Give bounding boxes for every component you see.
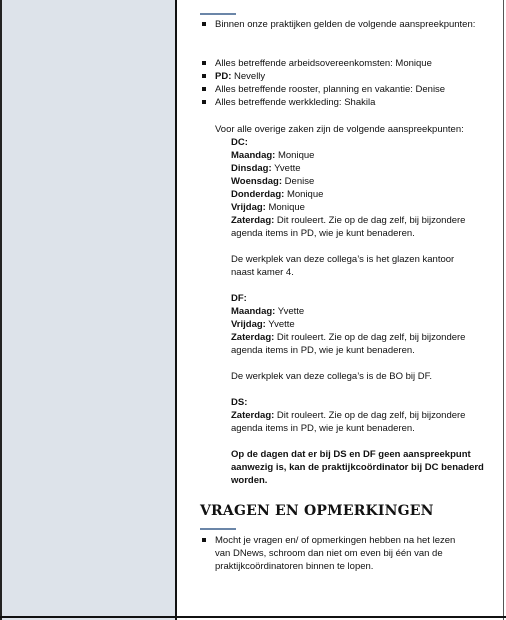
contact-list [200,57,490,109]
saturday-text: Dit rouleert. Zie op de dag zelf, bij bijzondere [274,410,466,421]
right-border [503,0,504,620]
notice-line: worden. [231,475,268,486]
dc-day-row [231,149,465,162]
bullet-icon [202,22,206,26]
dc-saturday-row [231,214,465,227]
day-label: Zaterdag: [231,410,275,421]
day-label: Dinsdag: [231,163,272,174]
day-label: Maandag: [231,306,276,317]
day-contact: Monique [275,150,315,161]
list-item [200,96,490,109]
bullet-icon [202,61,206,65]
dc-day-row [231,201,465,214]
bullet-icon [202,538,206,542]
contact-text: Alles betreffende werkkleding: Shakila [215,97,376,108]
accent-rule-section [200,528,236,530]
ds-section [231,396,465,435]
notice-line: Op de dagen dat er bij DS en DF geen aanspreekpunt [231,449,471,460]
day-label: Maandag: [231,150,276,161]
notice-line: aanwezig is, kan de praktijkcoördinator bij DC benaderd [231,462,484,473]
contact-text: Nevelly [231,71,266,82]
questions-section [200,534,495,573]
dc-saturday-row-cont: agenda items in PD, wie je kunt benaderen. [231,228,415,239]
dc-workplace-line: De werkplek van deze collega’s is het glazen kantoor [231,254,455,265]
day-label: Vrijdag: [231,319,266,330]
day-label: Zaterdag: [231,215,275,226]
day-contact: Yvette [265,319,295,330]
ds-title: DS: [231,397,248,408]
df-workplace-line: De werkplek van deze collega’s is de BO bij DF. [231,371,433,382]
list-item [200,70,490,83]
column-divider [175,0,177,620]
saturday-text: Dit rouleert. Zie op de dag zelf, bij bijzondere [274,332,466,343]
day-label: Vrijdag: [231,202,266,213]
accent-rule-top [200,13,236,15]
bottom-border [0,616,506,618]
questions-line: Mocht je vragen en/ of opmerkingen hebben na het lezen [215,535,456,546]
day-contact: Monique [265,202,305,213]
contact-text: Alles betreffende rooster, planning en vakantie: Denise [215,84,446,95]
df-title: DF: [231,293,247,304]
list-item [200,18,490,31]
day-label: Zaterdag: [231,332,275,343]
ds-saturday-row [231,409,465,422]
intro-text: Binnen onze praktijken gelden de volgende aanspreekpunten: [215,19,476,30]
df-saturday-row-cont: agenda items in PD, wie je kunt benaderen. [231,345,415,356]
intro-section [200,18,490,31]
list-item [200,57,490,70]
df-section [231,292,465,383]
day-label: Donderdag: [231,189,285,200]
day-contact: Yvette [275,306,305,317]
sidebar-panel [0,0,177,620]
bullet-icon [202,87,206,91]
notice-paragraph [231,448,484,487]
bullet-icon [202,74,206,78]
df-saturday-row [231,331,465,344]
day-contact: Denise [282,176,315,187]
dc-workplace-line: naast kamer 4. [231,267,294,278]
other-matters-text: Voor alle overige zaken zijn de volgende aanspreekpunten: [215,124,464,135]
saturday-text: Dit rouleert. Zie op de dag zelf, bij bijzondere [274,215,466,226]
questions-line: praktijkcoördinatoren binnen te lopen. [215,561,374,572]
section-heading: VRAGEN EN OPMERKINGEN [200,503,434,519]
df-day-row [231,305,465,318]
contact-text: Alles betreffende arbeidsovereenkomsten: Monique [215,58,432,69]
day-label: Woensdag: [231,176,283,187]
dc-section [231,136,465,279]
dc-title: DC: [231,137,248,148]
list-item [200,83,490,96]
dc-day-row [231,188,465,201]
contact-label: PD: [215,71,232,82]
day-contact: Monique [284,189,324,200]
dc-day-row [231,175,465,188]
bullet-icon [202,100,206,104]
df-day-row [231,318,465,331]
questions-line: van DNews, schroom dan niet om even bij één van de [215,548,443,559]
day-contact: Yvette [271,163,301,174]
list-item [200,534,495,573]
ds-saturday-row-cont: agenda items in PD, wie je kunt benaderen. [231,423,415,434]
dc-day-row [231,162,465,175]
